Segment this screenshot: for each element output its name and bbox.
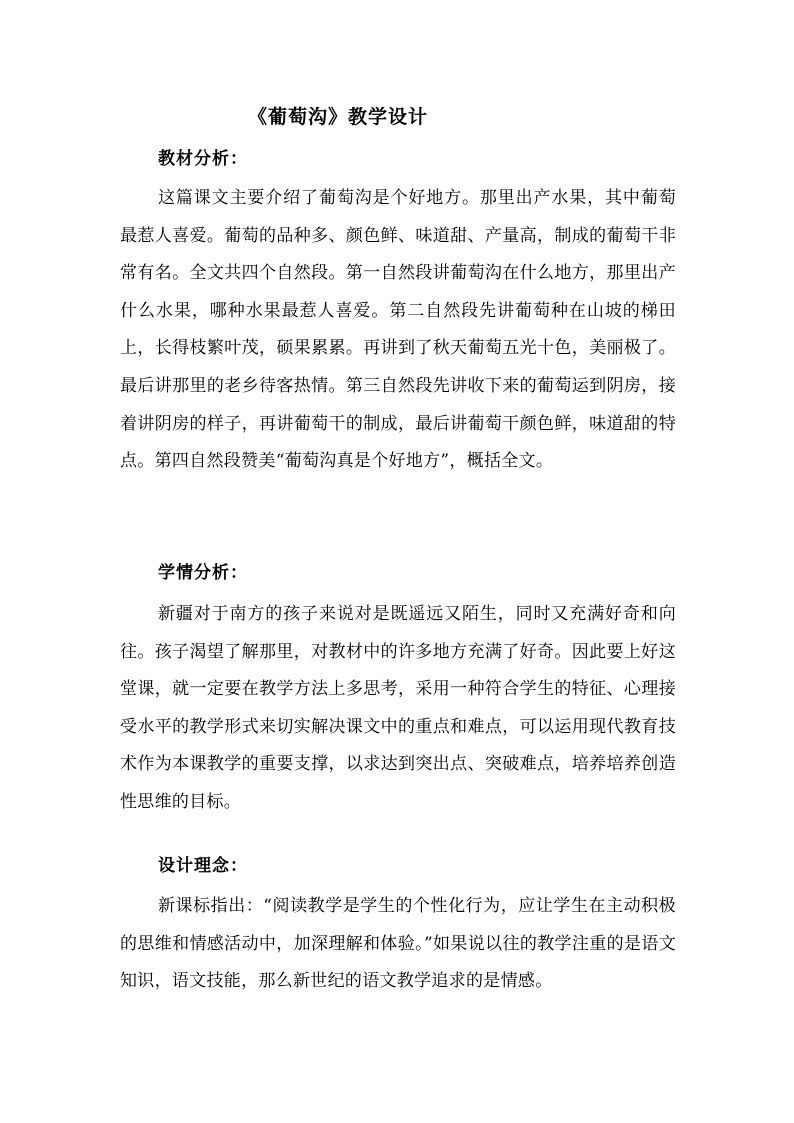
section-body-design-concept: 新课标指出：“阅读教学是学生的个性化行为，应让学生在主动积极的思维和情感活动中，加深理解和体验。”如果说以往的教学注重的是语文知识，语文技能，那么新世纪的语文教学追求的是情感。 xyxy=(120,896,676,992)
section-body-student-analysis: 新疆对于南方的孩子来说对是既遥远又陌生，同时又充满好奇和向往。孩子渴望了解那里，对教材中的许多地方充满了好奇。因此要上好这堂课，就一定要在教学方法上多思考，采用一种符合学生的特征、心理接受水平的教学形式来切实解决课文中的重点和难点，可以运用现代教育技术作为本课教学的重要支撑，以求达到突出点、突破难点，培养培养创造性思维的目标。 xyxy=(120,604,676,812)
section-heading-student-analysis: 学情分析： xyxy=(158,563,248,583)
document-title: 《葡萄沟》教学设计 xyxy=(248,106,429,128)
section-heading-design-concept: 设计理念： xyxy=(158,856,248,876)
section-heading-textbook-analysis: 教材分析： xyxy=(158,149,248,169)
section-body-textbook-analysis: 这篇课文主要介绍了葡萄沟是个好地方。那里出产水果，其中葡萄最惹人喜爱。葡萄的品种多、颜色鲜、味道甜、产量高，制成的葡萄干非常有名。全文共四个自然段。第一自然段讲葡萄沟在什么地方，那里出产什么水果，哪种水果最惹人喜爱。第二自然段先讲葡萄种在山坡的梯田上，长得枝繁叶茂，硕果累累。再讲到了秋天葡萄五光十色，美丽极了。最后讲那里的老乡待客热情。第三自然段先讲收下来的葡萄运到阴房，接着讲阴房的样子，再讲葡萄干的制成，最后讲葡萄干颜色鲜，味道甜的特点。第四自然段赞美“葡萄沟真是个好地方”，概括全文。 xyxy=(120,188,676,472)
